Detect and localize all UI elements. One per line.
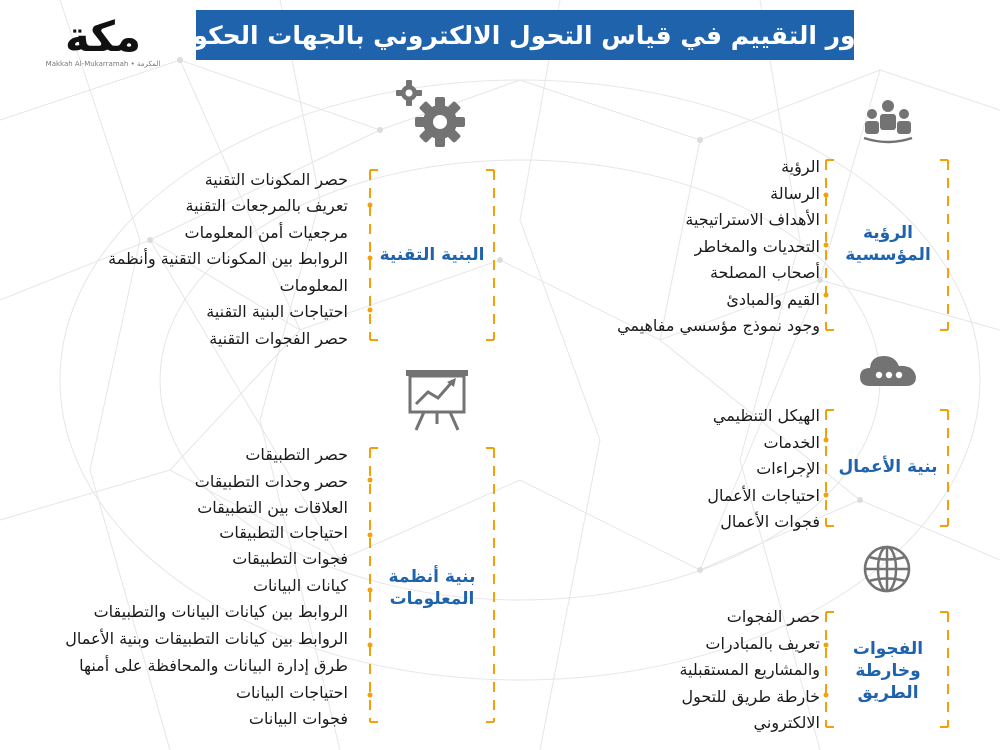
list-item: حصر التطبيقات <box>245 445 348 464</box>
list-item: احتياجات البيانات <box>235 683 348 702</box>
list-item: فجوات الأعمال <box>720 512 820 531</box>
list-item: الروابط بين كيانات البيانات والتطبيقات <box>93 602 348 621</box>
list-item: المعلومات <box>279 276 348 295</box>
list-item: العلاقات بين التطبيقات <box>197 498 348 517</box>
list-item: احتياجات البنية التقنية <box>206 302 348 321</box>
list-item: الإجراءات <box>756 459 820 478</box>
list-item: طرق إدارة البيانات والمحافظة على أمنها <box>79 656 348 675</box>
list-item: الأهداف الاستراتيجية <box>685 210 820 229</box>
list-item: فجوات البيانات <box>248 709 348 728</box>
list-item: حصر الفجوات <box>726 607 820 626</box>
page-title: محاور التقييم في قياس التحول الالكتروني بالجهات الحكومية <box>151 20 899 50</box>
list-item: القيم والمبادئ <box>726 290 820 309</box>
list-item: فجوات التطبيقات <box>232 549 348 568</box>
list-item: الالكتروني <box>753 713 820 732</box>
list-item: الهيكل التنظيمي <box>712 406 820 425</box>
list-item: حصر الفجوات التقنية <box>209 329 348 348</box>
list-item: الخدمات <box>763 433 820 452</box>
category-label-vision: الرؤية المؤسسية <box>845 223 931 265</box>
list-item: خارطة طريق للتحول <box>681 687 820 706</box>
list-item: تعريف بالمبادرات <box>705 634 820 653</box>
list-item: التحديات والمخاطر <box>694 237 820 256</box>
list-item: الرؤية <box>781 157 820 176</box>
list-item: الروابط بين كيانات التطبيقات وبنية الأعمال <box>65 629 348 648</box>
list-item: مرجعيات أمن المعلومات <box>184 223 348 242</box>
list-item: أصحاب المصلحة <box>709 263 820 282</box>
list-item: الروابط بين المكونات التقنية وأنظمة <box>108 249 348 268</box>
category-label-gaps: الفجوات وخارطة الطريق <box>852 639 924 703</box>
list-item: احتياجات الأعمال <box>707 486 820 505</box>
list-item: تعريف بالمرجعات التقنية <box>185 196 348 215</box>
category-label-infosys: بنية أنظمة المعلومات <box>388 567 476 609</box>
list-item: كيانات البيانات <box>252 576 348 595</box>
list-item: حصر المكونات التقنية <box>204 170 348 189</box>
list-item: الرسالة <box>770 184 820 203</box>
list-item: والمشاريع المستقبلية <box>679 660 820 679</box>
list-item: حصر وحدات التطبيقات <box>194 472 348 491</box>
category-label-tech: البنية التقنية <box>379 245 485 265</box>
list-item: احتياجات التطبيقات <box>219 523 348 542</box>
logo-subtitle: Makkah Al-Mukarramah • المكرمة <box>45 60 161 68</box>
logo-wordmark: مكة <box>65 11 141 61</box>
list-item: وجود نموذج مؤسسي مفاهيمي <box>617 316 820 335</box>
category-label-business: بنية الأعمال <box>838 457 938 477</box>
